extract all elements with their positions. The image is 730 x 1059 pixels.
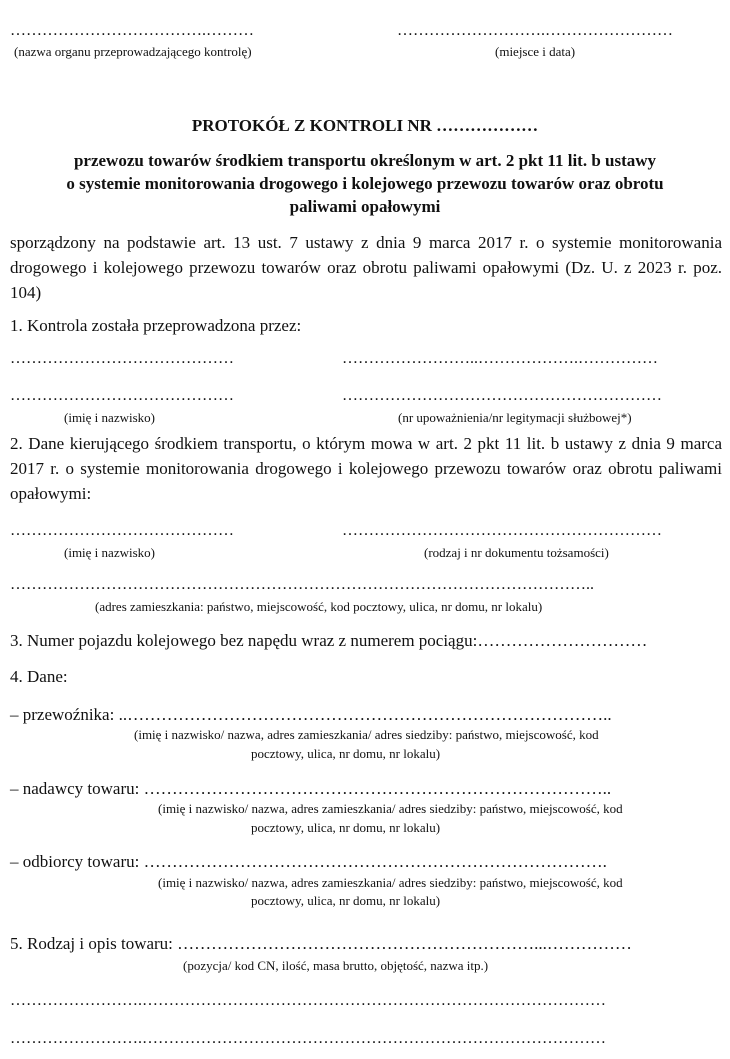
sender-caption: pocztowy, ulica, nr domu, nr lokalu) (251, 820, 441, 835)
goods-caption: (pozycja/ kod CN, ilość, masa brutto, objętość, nazwa itp.) (183, 958, 489, 973)
authorization-caption: (nr upoważnienia/nr legitymacji służbowej*) (398, 410, 632, 425)
sender-caption: (imię i nazwisko/ nazwa, adres zamieszkania/ adres siedziby: państwo, miejscowość, kod (158, 801, 623, 816)
goods-dots: …………………….…………………………………………………………………………… (10, 992, 606, 1009)
section5-line: 5. Rodzaj i opis towaru: ………………………………………………………...…………… (10, 934, 632, 953)
subtitle-line: o systemie monitorowania drogowego i kolejowego przewozu towarów oraz obrotu (66, 174, 664, 193)
carrier-line: – przewoźnika: ..………………………………………………………………………….. (10, 705, 612, 724)
organ-dots: ……………………………….……… (10, 22, 254, 39)
goods-dots: …………………….…………………………………………………………………………… (10, 1030, 606, 1047)
driver-document-caption: (rodzaj i nr dokumentu tożsamości) (424, 545, 609, 560)
place-caption: (miejsce i data) (495, 44, 576, 59)
name-caption: (imię i nazwisko) (64, 410, 155, 425)
organ-caption: (nazwa organu przeprowadzającego kontrolę) (14, 44, 252, 59)
recipient-caption: (imię i nazwisko/ nazwa, adres zamieszkania/ adres siedziby: państwo, miejscowość, kod (158, 875, 623, 890)
driver-name-caption: (imię i nazwisko) (64, 545, 155, 560)
sender-line: – nadawcy towaru: ……………………………………………………………………….. (10, 779, 612, 798)
place-dots: ……………………….…………………… (397, 22, 673, 39)
section4-heading: 4. Dane: (10, 667, 68, 686)
driver-document-dots: …………………………………………………… (342, 522, 662, 539)
intro-paragraph: sporządzony na podstawie art. 13 ust. 7 ustawy z dnia 9 marca 2017 r. o systemie monitorowania drogowego i kolejowego przewozu towarów oraz obrotu paliwami opałowymi (Dz. U. z 2023 r. poz. 104) (10, 233, 722, 302)
inspector-auth-dots: ……………………..……………….…………… (342, 350, 658, 367)
recipient-caption: pocztowy, ulica, nr domu, nr lokalu) (251, 893, 441, 908)
section1-heading: 1. Kontrola została przeprowadzona przez: (10, 316, 302, 335)
inspector-auth-dots: …………………………………………………… (342, 387, 662, 404)
subtitle-line: przewozu towarów środkiem transportu określonym w art. 2 pkt 11 lit. b ustawy (73, 151, 657, 170)
section3-line: 3. Numer pojazdu kolejowego bez napędu wraz z numerem pociągu:………………………… (10, 631, 648, 650)
inspector-name-dots: …………………………………… (10, 350, 234, 367)
section2-heading: 2. Dane kierującego środkiem transportu, o którym mowa w art. 2 pkt 11 lit. b ustawy z dnia 9 marca 2017 r. o systemie monitorowania drogowego i kolejowego przewozu towarów oraz obrotu paliwami opałowymi: (10, 434, 722, 503)
driver-address-dots: ……………………………………………………………………………………………….. (10, 576, 594, 593)
document-title: PROTOKÓŁ Z KONTROLI NR ……………… (191, 116, 539, 135)
carrier-caption: (imię i nazwisko/ nazwa, adres zamieszkania/ adres siedziby: państwo, miejscowość, kod (134, 727, 599, 742)
document-subtitle (10, 149, 720, 218)
inspector-name-dots: …………………………………… (10, 387, 234, 404)
driver-name-dots: …………………………………… (10, 522, 234, 539)
subtitle-line: paliwami opałowymi (289, 197, 441, 216)
carrier-caption: pocztowy, ulica, nr domu, nr lokalu) (251, 746, 441, 761)
recipient-line: – odbiorcy towaru: ………………………………………………………………………. (10, 852, 607, 871)
driver-address-caption: (adres zamieszkania: państwo, miejscowość, kod pocztowy, ulica, nr domu, nr lokalu) (95, 599, 543, 614)
